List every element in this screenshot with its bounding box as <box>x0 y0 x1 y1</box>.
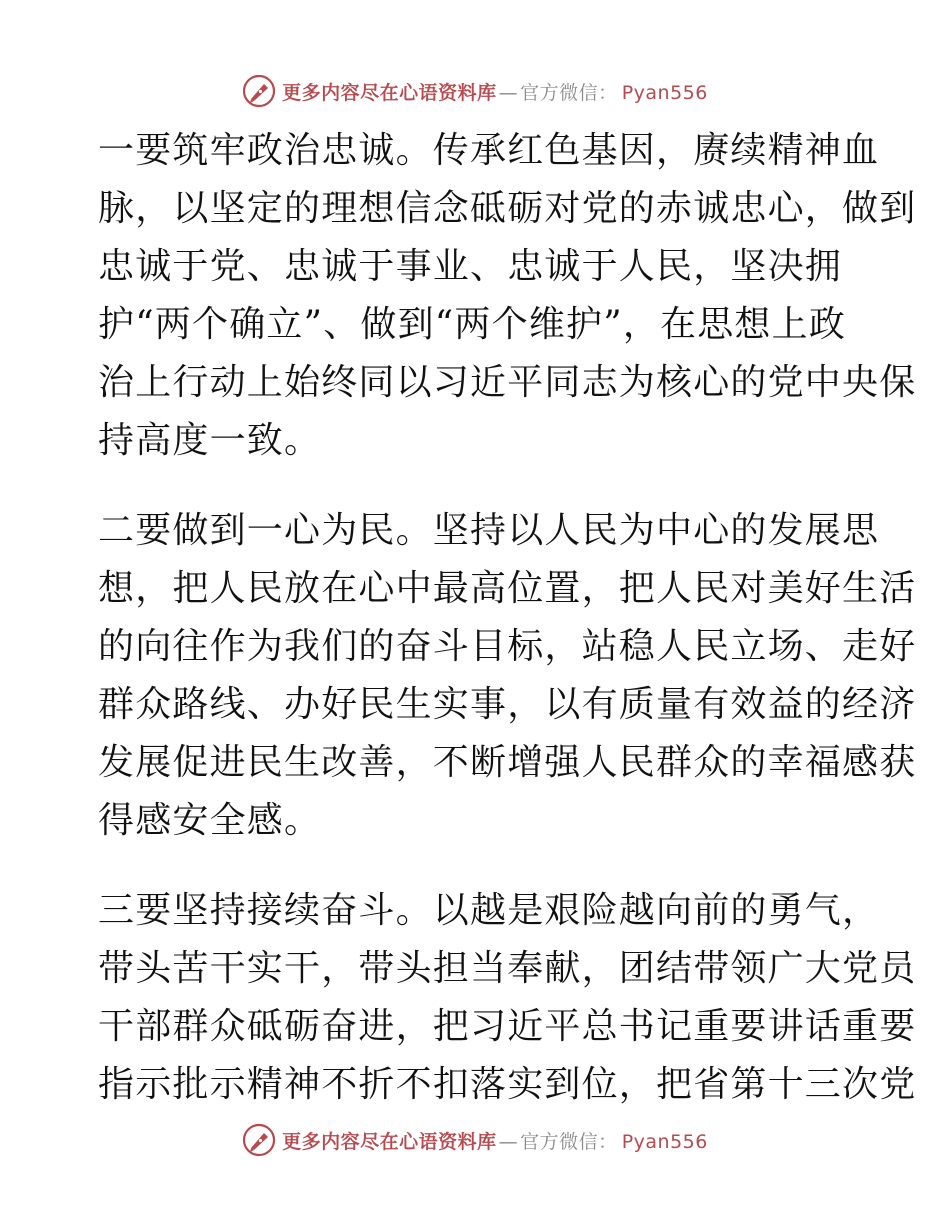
header-banner <box>0 71 950 111</box>
paragraph-line: 护“两个确立”、做到“两个维护”，在思想上政 <box>98 304 847 345</box>
paragraph-line: 一要筑牢政治忠诚。传承红色基因，赓续精神血 <box>98 130 880 171</box>
header-dash: — <box>498 81 519 104</box>
paragraph-line: 带头苦干实干，带头担当奉献，团结带领广大党员 <box>98 948 917 989</box>
footer-dash: — <box>498 1130 519 1153</box>
paragraph <box>98 882 917 1114</box>
paragraph-line: 群众路线、办好民生实事，以有质量有效益的经济 <box>98 684 917 725</box>
paragraph <box>98 502 917 850</box>
paragraph <box>98 122 917 470</box>
footer-banner <box>0 1120 950 1160</box>
paragraph-line: 得感安全感。 <box>98 800 322 841</box>
pen-nib-logo-icon <box>242 1123 276 1157</box>
paragraph-line: 干部群众砥砺奋进，把习近平总书记重要讲话重要 <box>98 1006 917 1047</box>
header-text <box>282 78 708 105</box>
footer-library-text: 更多内容尽在心语资料库 <box>282 1130 497 1153</box>
paragraph-line: 三要坚持接续奋斗。以越是艰险越向前的勇气， <box>98 890 880 931</box>
document-body <box>98 122 917 1146</box>
paragraph-line: 二要做到一心为民。坚持以人民为中心的发展思 <box>98 510 880 551</box>
header-library-text: 更多内容尽在心语资料库 <box>282 81 497 104</box>
paragraph-line: 忠诚于党、忠诚于事业、忠诚于人民，坚决拥 <box>98 246 843 287</box>
header-official-label: 官方微信： <box>520 81 618 104</box>
paragraph-line: 的向往作为我们的奋斗目标，站稳人民立场、走好 <box>98 626 917 667</box>
paragraph-line: 发展促进民生改善，不断增强人民群众的幸福感获 <box>98 742 917 783</box>
pen-nib-logo-icon <box>242 74 276 108</box>
paragraph-line: 脉，以坚定的理想信念砥砺对党的赤诚忠心，做到 <box>98 188 917 229</box>
footer-official-label: 官方微信： <box>520 1130 618 1153</box>
paragraph-line: 想，把人民放在心中最高位置，把人民对美好生活 <box>98 568 917 609</box>
footer-wechat-id: Pyan556 <box>621 1130 708 1153</box>
paragraph-line: 持高度一致。 <box>98 420 322 461</box>
paragraph-line: 指示批示精神不折不扣落实到位，把省第十三次党 <box>98 1064 917 1105</box>
footer-text <box>282 1127 708 1154</box>
header-wechat-id: Pyan556 <box>621 81 708 104</box>
paragraph-line: 治上行动上始终同以习近平同志为核心的党中央保 <box>98 362 917 403</box>
